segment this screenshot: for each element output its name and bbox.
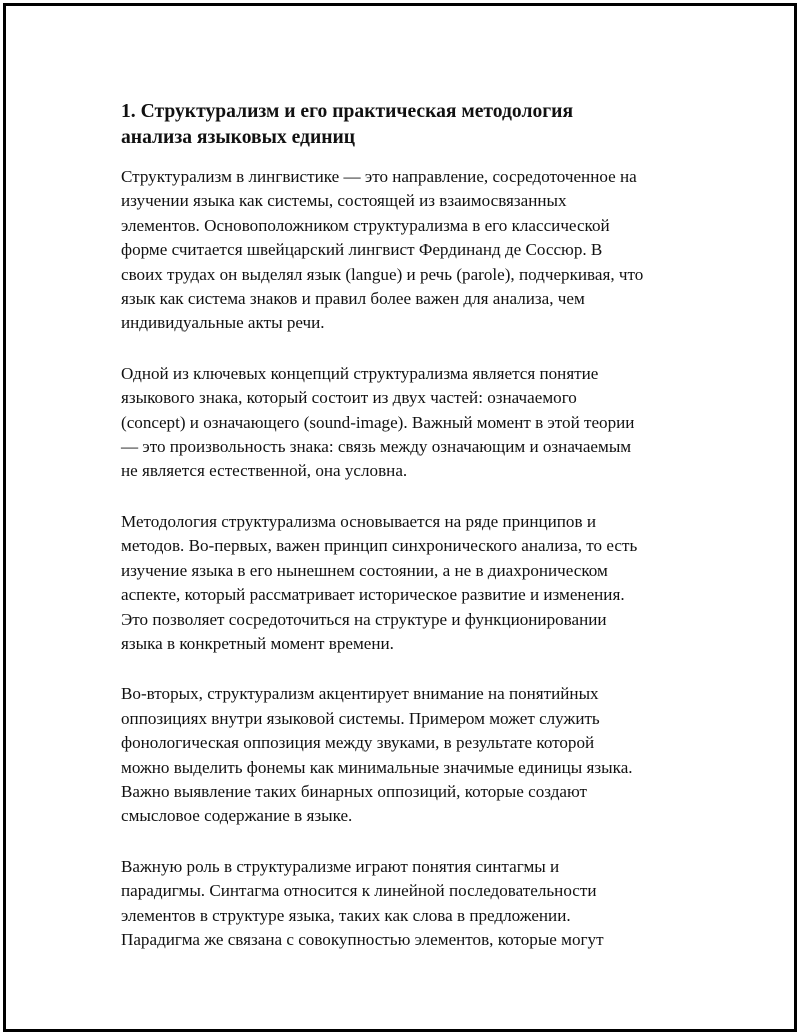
text-line: Во-вторых, структурализм акцентирует внимание на понятийных bbox=[121, 684, 599, 704]
text-line: аспекте, который рассматривает историческое развитие и изменения. bbox=[121, 585, 625, 605]
heading-line: 1. Структурализм и его практическая методология bbox=[121, 101, 574, 122]
paragraph-2 bbox=[121, 362, 701, 484]
text-line: Методология структурализма основывается на ряде принципов и bbox=[121, 511, 596, 531]
text-line: элементов в структуре языка, таких как слова в предложении. bbox=[121, 905, 571, 925]
paragraph-3 bbox=[121, 510, 701, 656]
document-body bbox=[121, 99, 701, 952]
text-line: Структурализм в лингвистике — это направление, сосредоточенное на bbox=[121, 167, 637, 186]
text-line: смысловое содержание в языке. bbox=[121, 806, 353, 826]
text-line: (concept) и означающего (sound-image). Важный момент в этой теории bbox=[121, 412, 635, 432]
text-line: изучении языка как системы, состоящей из взаимосвязанных bbox=[121, 191, 567, 211]
text-line: оппозициях внутри языковой системы. Примером может служить bbox=[121, 708, 600, 728]
text-line: парадигмы. Синтагма относится к линейной последовательности bbox=[121, 881, 597, 901]
heading-line: анализа языковых единиц bbox=[121, 127, 356, 148]
text-line: язык как система знаков и правил более важен для анализа, чем bbox=[121, 289, 585, 309]
paragraph-4 bbox=[121, 682, 701, 828]
text-line: Это позволяет сосредоточиться на структуре и функционировании bbox=[121, 609, 607, 629]
text-line: изучение языка в его нынешнем состоянии, а не в диахроническом bbox=[121, 560, 608, 580]
text-line: методов. Во-первых, важен принцип синхронического анализа, то есть bbox=[121, 536, 638, 556]
text-line: можно выделить фонемы как минимальные значимые единицы языка. bbox=[121, 757, 633, 777]
text-line: — это произвольность знака: связь между означающим и означаемым bbox=[121, 437, 632, 457]
text-line: фонологическая оппозиция между звуками, в результате которой bbox=[121, 733, 595, 753]
text-line: элементов. Основоположником структурализма в его классической bbox=[121, 215, 610, 235]
text-line: форме считается швейцарский лингвист Фердинанд де Соссюр. В bbox=[121, 240, 603, 260]
text-line: Одной из ключевых концепций структурализма является понятие bbox=[121, 363, 599, 383]
text-line: языка в конкретный момент времени. bbox=[121, 633, 394, 653]
text-line: Важную роль в структурализме играют понятия синтагмы и bbox=[121, 856, 560, 876]
text-line: языкового знака, который состоит из двух частей: означаемого bbox=[121, 388, 577, 408]
paragraph-5 bbox=[121, 855, 701, 953]
page-frame bbox=[3, 3, 797, 1032]
text-line: не является естественной, она условна. bbox=[121, 461, 408, 481]
text-line: Важно выявление таких бинарных оппозиций, которые создают bbox=[121, 781, 588, 801]
paragraph-1 bbox=[121, 165, 701, 336]
text-line: индивидуальные акты речи. bbox=[121, 313, 325, 333]
text-line: Парадигма же связана с совокупностью элементов, которые могут bbox=[121, 929, 604, 949]
text-line: своих трудах он выделял язык (langue) и речь (parole), подчеркивая, что bbox=[121, 264, 644, 284]
section-heading bbox=[121, 99, 701, 151]
